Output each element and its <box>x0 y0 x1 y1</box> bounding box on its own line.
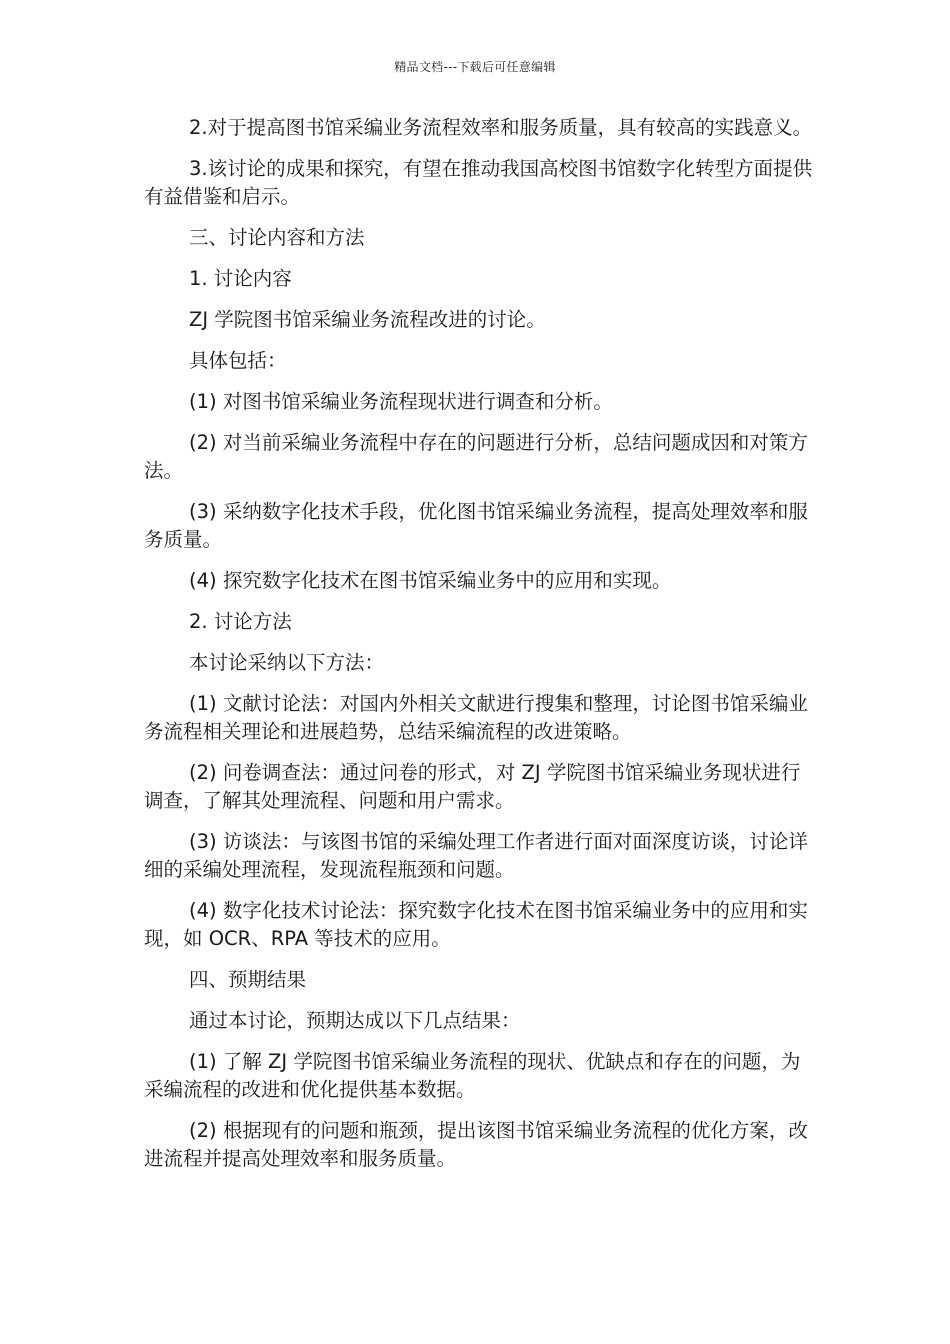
paragraph-methods-intro: 本讨论采纳以下方法： <box>189 651 385 674</box>
paragraph-results-intro: 通过本讨论，预期达成以下几点结果： <box>189 1009 521 1032</box>
list-item-method-2: (2) 问卷调查法：通过问卷的形式，对 ZJ 学院图书馆采编业务现状进行调查，了解其处理流程、问题和用户需求。 <box>144 761 801 812</box>
section-heading-3: 三、讨论内容和方法 <box>189 226 365 249</box>
paragraph-topic: ZJ 学院图书馆采编业务流程改进的讨论。 <box>189 308 546 331</box>
subsection-heading-content: 1. 讨论内容 <box>189 267 292 290</box>
list-item-result-2: (2) 根据现有的问题和瓶颈，提出该图书馆采编业务流程的优化方案，改进流程并提高处理效率和服务质量。 <box>144 1119 808 1170</box>
paragraph-significance-2: 2.对于提高图书馆采编业务流程效率和服务质量，具有较高的实践意义。 <box>189 116 813 139</box>
list-item-result-1: (1) 了解 ZJ 学院图书馆采编业务流程的现状、优缺点和存在的问题，为采编流程的改进和优化提供基本数据。 <box>144 1050 801 1101</box>
list-item-content-4: (4) 探究数字化技术在图书馆采编业务中的应用和实现。 <box>189 569 672 592</box>
paragraph-includes: 具体包括： <box>189 349 287 372</box>
list-item-content-2: (2) 对当前采编业务流程中存在的问题进行分析，总结问题成因和对策方法。 <box>144 431 808 482</box>
section-heading-4: 四、预期结果 <box>189 968 307 991</box>
list-item-method-3: (3) 访谈法：与该图书馆的采编处理工作者进行面对面深度访谈，讨论详细的采编处理流程，发现流程瓶颈和问题。 <box>144 830 808 881</box>
list-item-content-3: (3) 采纳数字化技术手段，优化图书馆采编业务流程，提高处理效率和服务质量。 <box>144 500 808 551</box>
page-header: 精品文档---下载后可任意编辑 <box>394 60 556 74</box>
list-item-method-1: (1) 文献讨论法：对国内外相关文献进行搜集和整理，讨论图书馆采编业务流程相关理论和进展趋势，总结采编流程的改进策略。 <box>144 692 808 743</box>
paragraph-significance-3: 3.该讨论的成果和探究，有望在推动我国高校图书馆数字化转型方面提供有益借鉴和启示。 <box>144 157 813 208</box>
document-body <box>144 114 814 1186</box>
subsection-heading-methods: 2. 讨论方法 <box>189 610 292 633</box>
list-item-content-1: (1) 对图书馆采编业务流程现状进行调查和分析。 <box>189 390 613 413</box>
list-item-method-4: (4) 数字化技术讨论法：探究数字化技术在图书馆采编业务中的应用和实现，如 OCR、RPA 等技术的应用。 <box>144 899 808 950</box>
